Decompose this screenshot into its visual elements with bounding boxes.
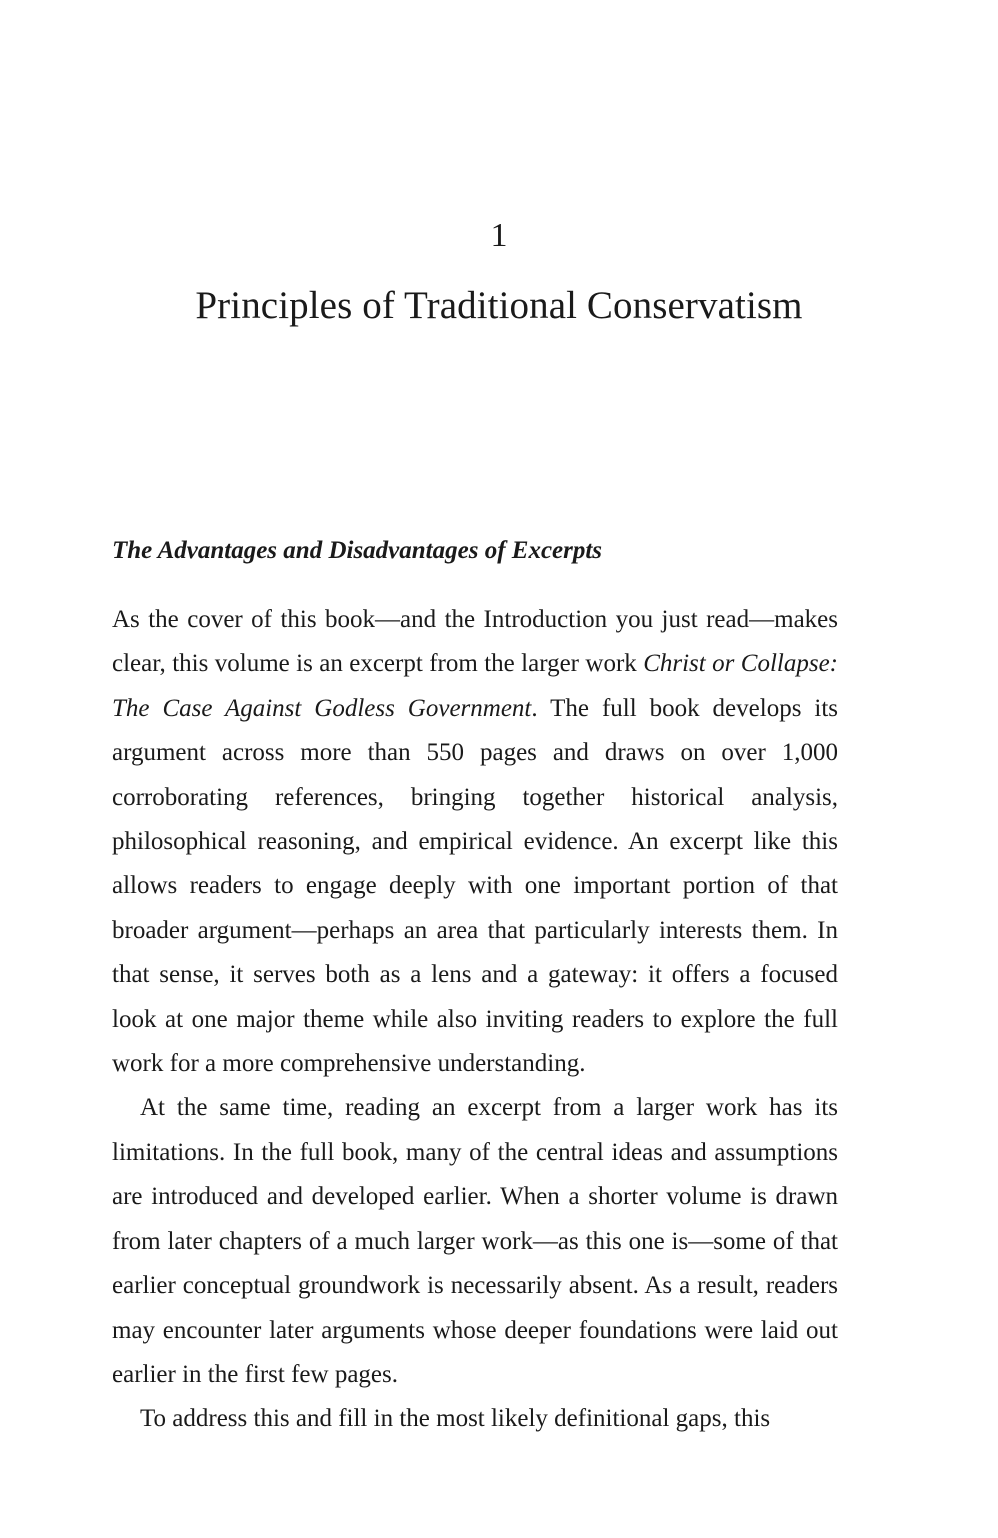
paragraph-1-text-start: As the cover of this book—and the Introduction you just read—makes clear, this volume is an excerpt from the larger work [112,606,838,678]
book-title-reference: Christ or Collapse: The Case Against Godless Government [112,650,838,722]
chapter-number: 1 [490,217,508,254]
paragraph-1-text-end: . The full book develops its argument across more than 550 pages and draws on over 1,000 corroborating references, bringing together historical analysis, philosophical reasoning, and empirical evidence. An excerpt like this allows readers to engage deeply with one important portion of that broader argument—perhaps an area that particularly interests them. In that sense, it serves both as a lens and a gateway: it offers a focused look at one major theme while also inviting readers to explore the full work for a more comprehensive understanding. [112,694,838,1078]
body-text [112,598,838,1442]
paragraph-2: At the same time, reading an excerpt from a larger work has its limitations. In the full book, many of the central ideas and assumptions are introduced and developed earlier. When a shorter volume is drawn from later chapters of a much larger work—as this one is—some of that earlier conceptual groundwork is necessarily absent. As a result, readers may encounter later arguments whose deeper foundations were laid out earlier in the first few pages. [112,1094,838,1388]
paragraph-3: To address this and fill in the most likely definitional gaps, this [140,1405,771,1433]
paragraph-1 [112,598,838,1086]
section-heading: The Advantages and Disadvantages of Excerpts [112,537,603,564]
chapter-title: Principles of Traditional Conservatism [195,284,803,327]
